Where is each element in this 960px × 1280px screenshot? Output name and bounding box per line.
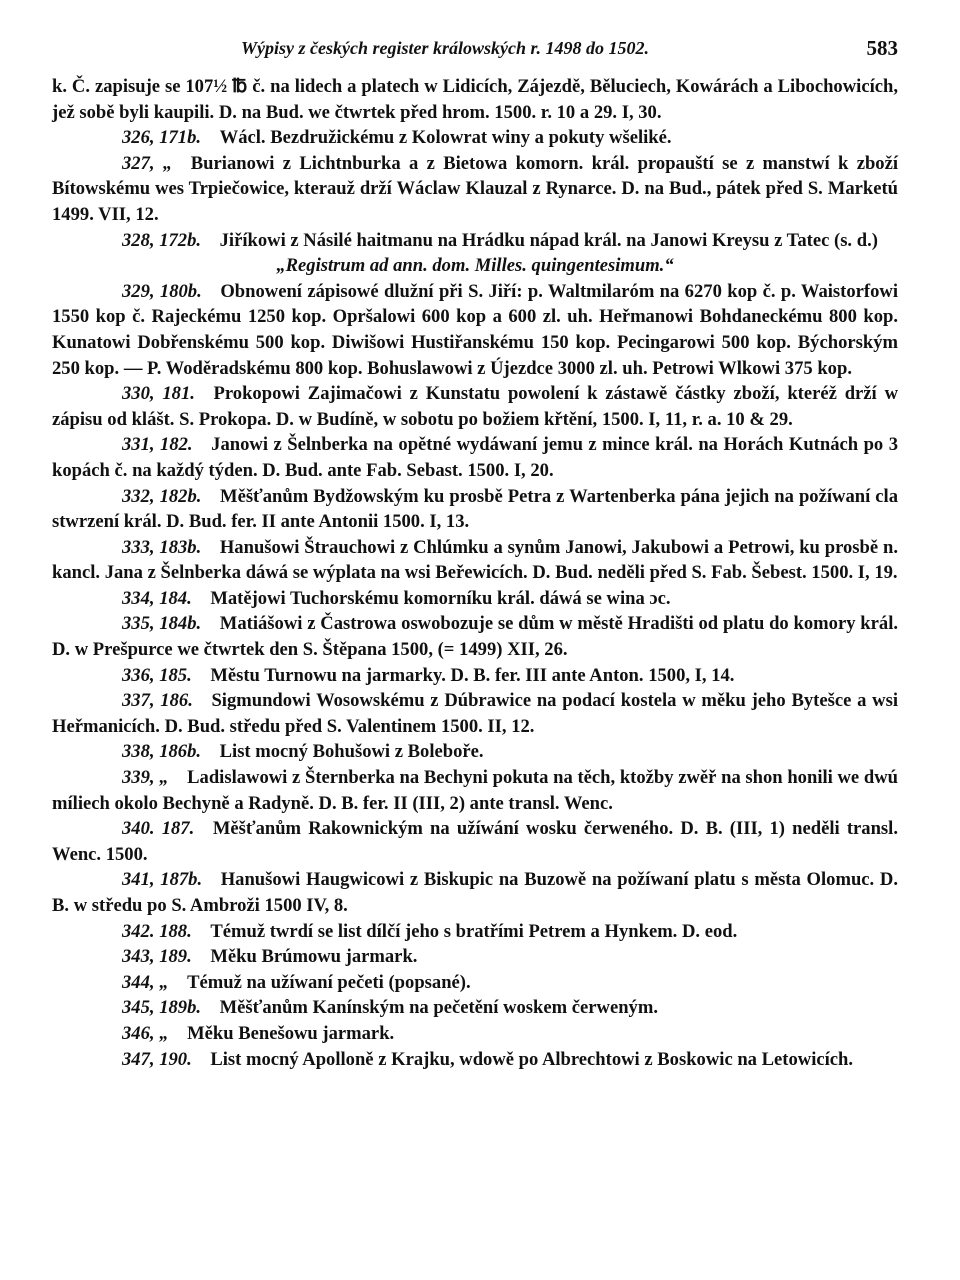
entry-reference: 332, 182b. [122,485,202,507]
register-entry [52,867,898,918]
register-entry [52,381,898,432]
entry-reference: 327, „ [122,152,173,174]
entry-reference: 340. 187. [122,818,195,840]
entry-reference: 331, 182. [122,434,193,456]
register-entry [52,663,898,689]
entry-reference: 344, „ [122,971,169,993]
entry-text: List mocný Bohušowi z Boleboře. [219,741,484,763]
entry-text: Burianowi z Lichtnburka a z Bietowa komorn. král. propauští se z manstwí k zboží Bítowskému wes Trpiečowice, kterauž drží Wáclaw Klauzal z Rynarce. D. na Bud., pátek před S. Marketú 1499. VII, 12. [52,152,899,225]
entry-text: List mocný Apolloně z Krajku, wdowě po Albrechtowi z Boskowic na Letowicích. [210,1048,854,1070]
entry-reference: 330, 181. [122,383,195,405]
register-entry [52,586,898,612]
register-entry [52,919,898,945]
entry-text: k. Č. zapisuje se 107½ ℔ č. na lidech a platech w Lidicích, Zájezdě, Běluciech, Kowárách a Libochowicích, jež sobě byli kaupili. D. na Bud. we čtwrtek před hrom. 1500. r. 10 a 29. I, 30. [52,76,898,123]
entry-text: Měšťanům Kanínským na pečetění woskem čerweným. [219,997,658,1019]
register-entry [52,765,898,816]
entry-text: Matiášowi z Častrowa oswobozuje se dům w městě Hradišti od platu do komory král. D. w Prešpurce we čtwrtek den S. Štěpana 1500, (= 1499) XII, 26. [52,613,899,661]
document-page [52,30,898,1072]
entry-reference: 337, 186. [122,690,193,712]
entry-reference: 345, 189b. [122,997,202,1019]
section-heading: „Registrum ad ann. dom. Milles. quingentesimum.“ [276,255,674,277]
entry-text: Měšťanům Bydžowským ku prosbě Petra z Wartenberka pána jejich na požíwaní cla stwrzení král. D. Bud. fer. II ante Antonii 1500. I, 13. [52,485,898,533]
entry-text: Měku Brúmowu jarmark. [210,946,418,968]
running-title: Wýpisy z českých register králowských r. 1498 do 1502. [241,38,649,58]
register-entry [52,74,898,125]
register-entry [52,611,898,662]
entry-text: Sigmundowi Wosowskému z Dúbrawice na podací kostela w měku jeho Bytešce a wsi Heřmanicích. D. Bud. středu před S. Valentinem 1500. II, 12. [52,690,898,737]
entry-text: Témuž na užíwaní pečeti (popsané). [187,971,471,993]
register-entry [52,484,898,535]
register-entry [52,739,898,765]
entry-text: Jiříkowi z Násilé haitmanu na Hrádku nápad král. na Janowi Kreysu z Tatec (s. d.) [219,229,878,251]
entry-text: Matějowi Tuchorskému komorníku král. dáwá se wina ɔc. [210,587,671,609]
entry-reference: 342. 188. [122,920,192,942]
entry-text: Wácl. Bezdružickému z Kolowrat winy a pokuty wšeliké. [219,127,672,149]
register-entry [52,228,898,254]
entry-reference: 341, 187b. [122,869,203,891]
page-number: 583 [866,36,898,60]
entry-text: Měšťanům Rakownickým na užíwání wosku čerweného. D. B. (III, 1) neděli transl. Wenc. 1500. [52,818,898,865]
entry-reference: 329, 180b. [122,280,202,302]
page-header [52,30,898,60]
entry-reference: 334, 184. [122,587,192,609]
register-entry [52,1021,898,1047]
entry-text: Prokopowi Zajimačowi z Kunstatu powolení k zástawě částky zboží, kteréž drží w zápisu od klášt. S. Prokopa. D. w Budíně, w sobotu po božiem křtění, 1500. I, 11, r. a. 10 & 29. [52,383,898,430]
entry-text: Obnowení zápisowé dlužní při S. Jiří: p. Waltmilaróm na 6270 kop č. p. Waistorfowi 1550 kop č. Rajeckému 1250 kop. Opršalowi 600 kop a 600 zl. uh. Heřmanowi Bohdaneckému 800 kop. Kunatowi Dobřenskému 500 kop. Diwišowi Hustiřanskému 150 kop. Pecingarowi 500 kop. Býchorským 250 kop. — P. Woděradskému 800 kop. Bohuslawowi z Újezdce 3000 zl. uh. Petrowi Wlkowi 375 kop. [52,280,898,379]
entry-reference: 346, „ [122,1022,169,1044]
entry-text: Ladislawowi z Šternberka na Bechyni pokuta na těch, ktožby zwěř na shon honili we dwú míliech okolo Bechyně a Radyně. D. B. fer. II (III, 2) ante transl. Wenc. [52,767,898,814]
entry-reference: 343, 189. [122,946,192,968]
entry-text: Měku Benešowu jarmark. [187,1022,395,1044]
entry-reference: 335, 184b. [122,613,202,635]
register-entry [52,688,898,739]
entry-text: Janowi z Šelnberka na opětné wydáwaní jemu z mince král. na Horách Kutnách po 3 kopách č. na každý týden. D. Bud. ante Fab. Sebast. 1500. I, 20. [52,434,898,481]
entry-text: Hanušowi Štrauchowi z Chlúmku a synům Janowi, Jakubowi a Petrowi, ku prosbě n. kancl. Jana z Šelnberka dáwá se wýplata na wsi Beřewicích. D. Bud. neděli před S. Fab. Šebest. 1500. I, 19. [52,536,898,584]
register-entry [52,432,898,483]
register-entry [52,995,898,1021]
entry-reference: 339, „ [122,767,169,789]
entry-reference: 347, 190. [122,1048,192,1070]
register-entry [52,151,898,228]
entry-reference: 333, 183b. [122,536,202,558]
register-entry [52,816,898,867]
register-entry [52,944,898,970]
register-entry [52,535,898,586]
register-entry [52,1047,898,1073]
entry-text: Témuž twrdí se list dílčí jeho s bratřími Petrem a Hynkem. D. eod. [210,920,738,942]
entry-text: Městu Turnowu na jarmarky. D. B. fer. III ante Anton. 1500, I, 14. [210,664,735,686]
entry-reference: 338, 186b. [122,741,202,763]
entry-reference: 328, 172b. [122,229,202,251]
register-entry [52,970,898,996]
entry-reference: 326, 171b. [122,127,202,149]
entry-list [52,74,898,1072]
entry-text: Hanušowi Haugwicowi z Biskupic na Buzowě na požíwaní platu s města Olomuc. D. B. w středu po S. Ambroži 1500 IV, 8. [52,869,898,916]
register-entry [52,279,898,381]
entry-reference: 336, 185. [122,664,192,686]
register-entry [52,125,898,151]
